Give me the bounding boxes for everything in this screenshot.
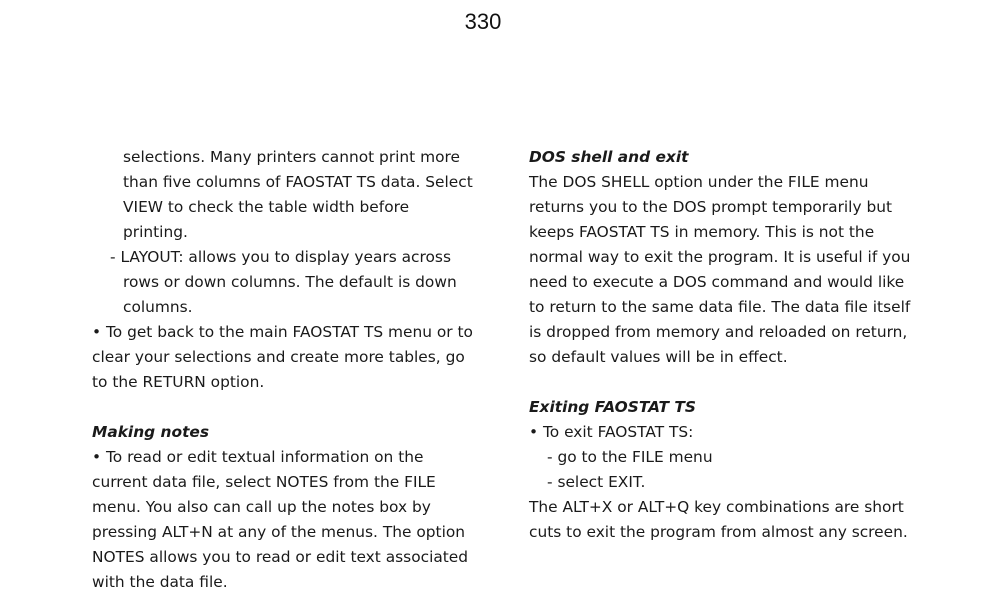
page-number: 330 (464, 9, 502, 34)
body-text-line: so default values will be in effect. (529, 348, 788, 366)
body-text-line: rows or down columns. The default is down (123, 273, 457, 291)
body-text-line: to return to the same data file. The data file itself (529, 298, 911, 316)
body-text-line: The ALT+X or ALT+Q key combinations are short (529, 498, 904, 516)
body-text-line: menu. You also can call up the notes box by (92, 498, 431, 516)
body-text-line: cuts to exit the program from almost any screen. (529, 523, 908, 541)
body-text-line: pressing ALT+N at any of the menus. The option (92, 523, 466, 541)
body-text-line: - go to the FILE menu (547, 448, 713, 466)
body-text-line: is dropped from memory and reloaded on return, (529, 323, 908, 341)
body-text-line: to the RETURN option. (92, 373, 265, 391)
body-text-line: The DOS SHELL option under the FILE menu (529, 173, 869, 191)
body-text-line: current data file, select NOTES from the FILE (92, 473, 436, 491)
section-heading: Exiting FAOSTAT TS (529, 398, 696, 416)
left-column (92, 145, 492, 595)
body-text-line: returns you to the DOS prompt temporarily but (529, 198, 893, 216)
body-text-line: with the data file. (92, 573, 228, 591)
body-text-line: keeps FAOSTAT TS in memory. This is not the (529, 223, 875, 241)
body-text-line: printing. (123, 223, 188, 241)
body-text-line: selections. Many printers cannot print more (123, 148, 460, 166)
body-text-line: • To exit FAOSTAT TS: (529, 423, 694, 441)
paragraph-spacer (529, 370, 929, 395)
right-column (529, 145, 929, 545)
body-text-line: clear your selections and create more tables, go (92, 348, 465, 366)
body-text-line: VIEW to check the table width before (123, 198, 410, 216)
body-text-line: columns. (123, 298, 193, 316)
body-text-line: NOTES allows you to read or edit text associated (92, 548, 469, 566)
body-text-line: - LAYOUT: allows you to display years across (110, 248, 451, 266)
body-text-line: • To get back to the main FAOSTAT TS menu or to (92, 323, 473, 341)
body-text-line: - select EXIT. (547, 473, 646, 491)
body-text-line: need to execute a DOS command and would like (529, 273, 905, 291)
section-heading: Making notes (92, 423, 210, 441)
body-text-line: normal way to exit the program. It is useful if you (529, 248, 911, 266)
section-heading: DOS shell and exit (529, 148, 689, 166)
paragraph-spacer (92, 395, 492, 420)
body-text-line: • To read or edit textual information on the (92, 448, 424, 466)
body-text-line: than five columns of FAOSTAT TS data. Select (123, 173, 473, 191)
